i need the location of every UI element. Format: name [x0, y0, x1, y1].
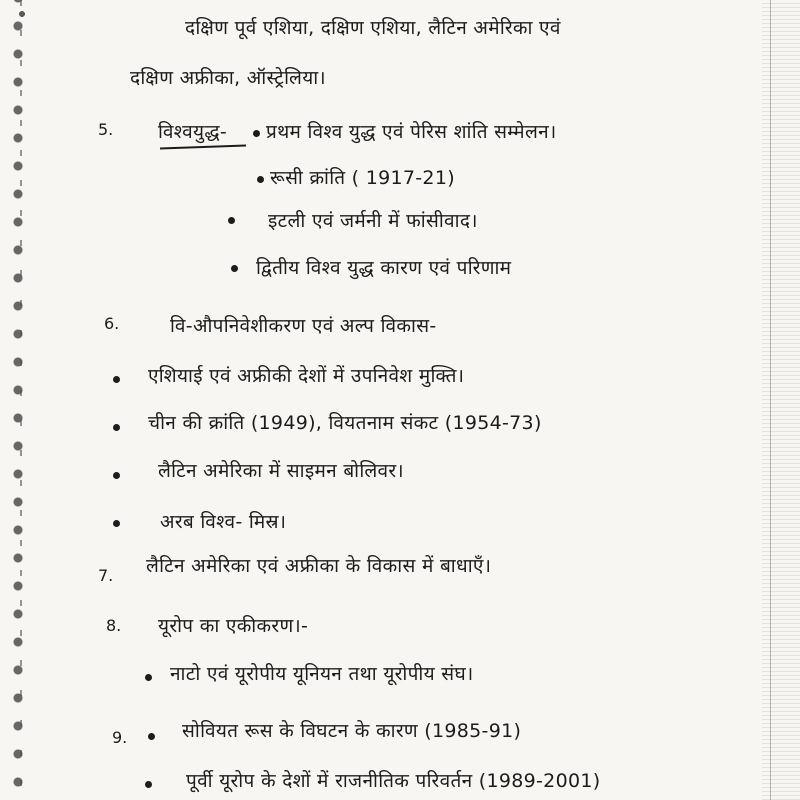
section-6-bullet-4: [113, 520, 120, 527]
section-5-bullet-2: [228, 217, 235, 224]
section-5-item-2: इटली एवं जर्मनी में फांसीवाद।: [268, 210, 478, 232]
continuation-line-2: दक्षिण अफ्रीका, ऑस्ट्रेलिया।: [130, 67, 326, 89]
section-6-heading: वि-औपनिवेशीकरण एवं अल्प विकास-: [170, 315, 437, 337]
section-8-number: 8.: [106, 616, 122, 635]
section-8-item-1: नाटो एवं यूरोपीय यूनियन तथा यूरोपीय संघ।: [170, 663, 474, 685]
binding-dots: [8, 0, 28, 800]
section-7-text: लैटिन अमेरिका एवं अफ्रीका के विकास में बाधाएँ।: [146, 555, 492, 577]
section-7-number: 7.: [98, 566, 114, 585]
section-6-bullet-1: [113, 376, 120, 383]
section-8-text: यूरोप का एकीकरण।-: [158, 615, 309, 637]
section-9-text: सोवियत रूस के विघटन के कारण (1985-91): [182, 720, 522, 742]
section-6-item-3: लैटिन अमेरिका में साइमन बोलिवर।: [158, 460, 404, 482]
section-5-item-1: रूसी क्रांति ( 1917-21): [270, 167, 455, 189]
section-6-item-2: चीन की क्रांति (1949), वियतनाम संकट (1954-73): [148, 412, 542, 434]
continuation-line-1: दक्षिण पूर्व एशिया, दक्षिण एशिया, लैटिन अमेरिका एवं: [185, 17, 561, 39]
section-5-number: 5.: [98, 120, 114, 139]
section-5-bullet-1: [257, 176, 264, 183]
section-6-bullet-2: [113, 424, 120, 431]
right-margin-scan-edge: [762, 0, 800, 800]
section-5-heading-underline: [160, 144, 246, 149]
section-6-bullet-3: [113, 472, 120, 479]
section-5-heading: विश्वयुद्ध-: [158, 121, 227, 143]
section-9-item-1: पूर्वी यूरोप के देशों में राजनीतिक परिवर्तन (1989-2001): [186, 770, 601, 792]
section-9-heading-bullet: [148, 733, 155, 740]
section-8-bullet-1: [145, 674, 152, 681]
section-9-number: 9.: [112, 728, 128, 747]
section-5-bullet-3: [231, 265, 238, 272]
section-9-bullet-1: [145, 781, 152, 788]
section-6-item-4: अरब विश्व- मिस्र।: [160, 511, 287, 533]
section-5-text: प्रथम विश्व युद्ध एवं पेरिस शांति सम्मेलन।: [266, 121, 557, 143]
section-5-item-3: द्वितीय विश्व युद्ध कारण एवं परिणाम: [256, 257, 512, 279]
section-5-heading-bullet: [253, 130, 260, 137]
section-6-item-1: एशियाई एवं अफ्रीकी देशों में उपनिवेश मुक्ति।: [148, 365, 465, 387]
section-6-number: 6.: [104, 314, 120, 333]
